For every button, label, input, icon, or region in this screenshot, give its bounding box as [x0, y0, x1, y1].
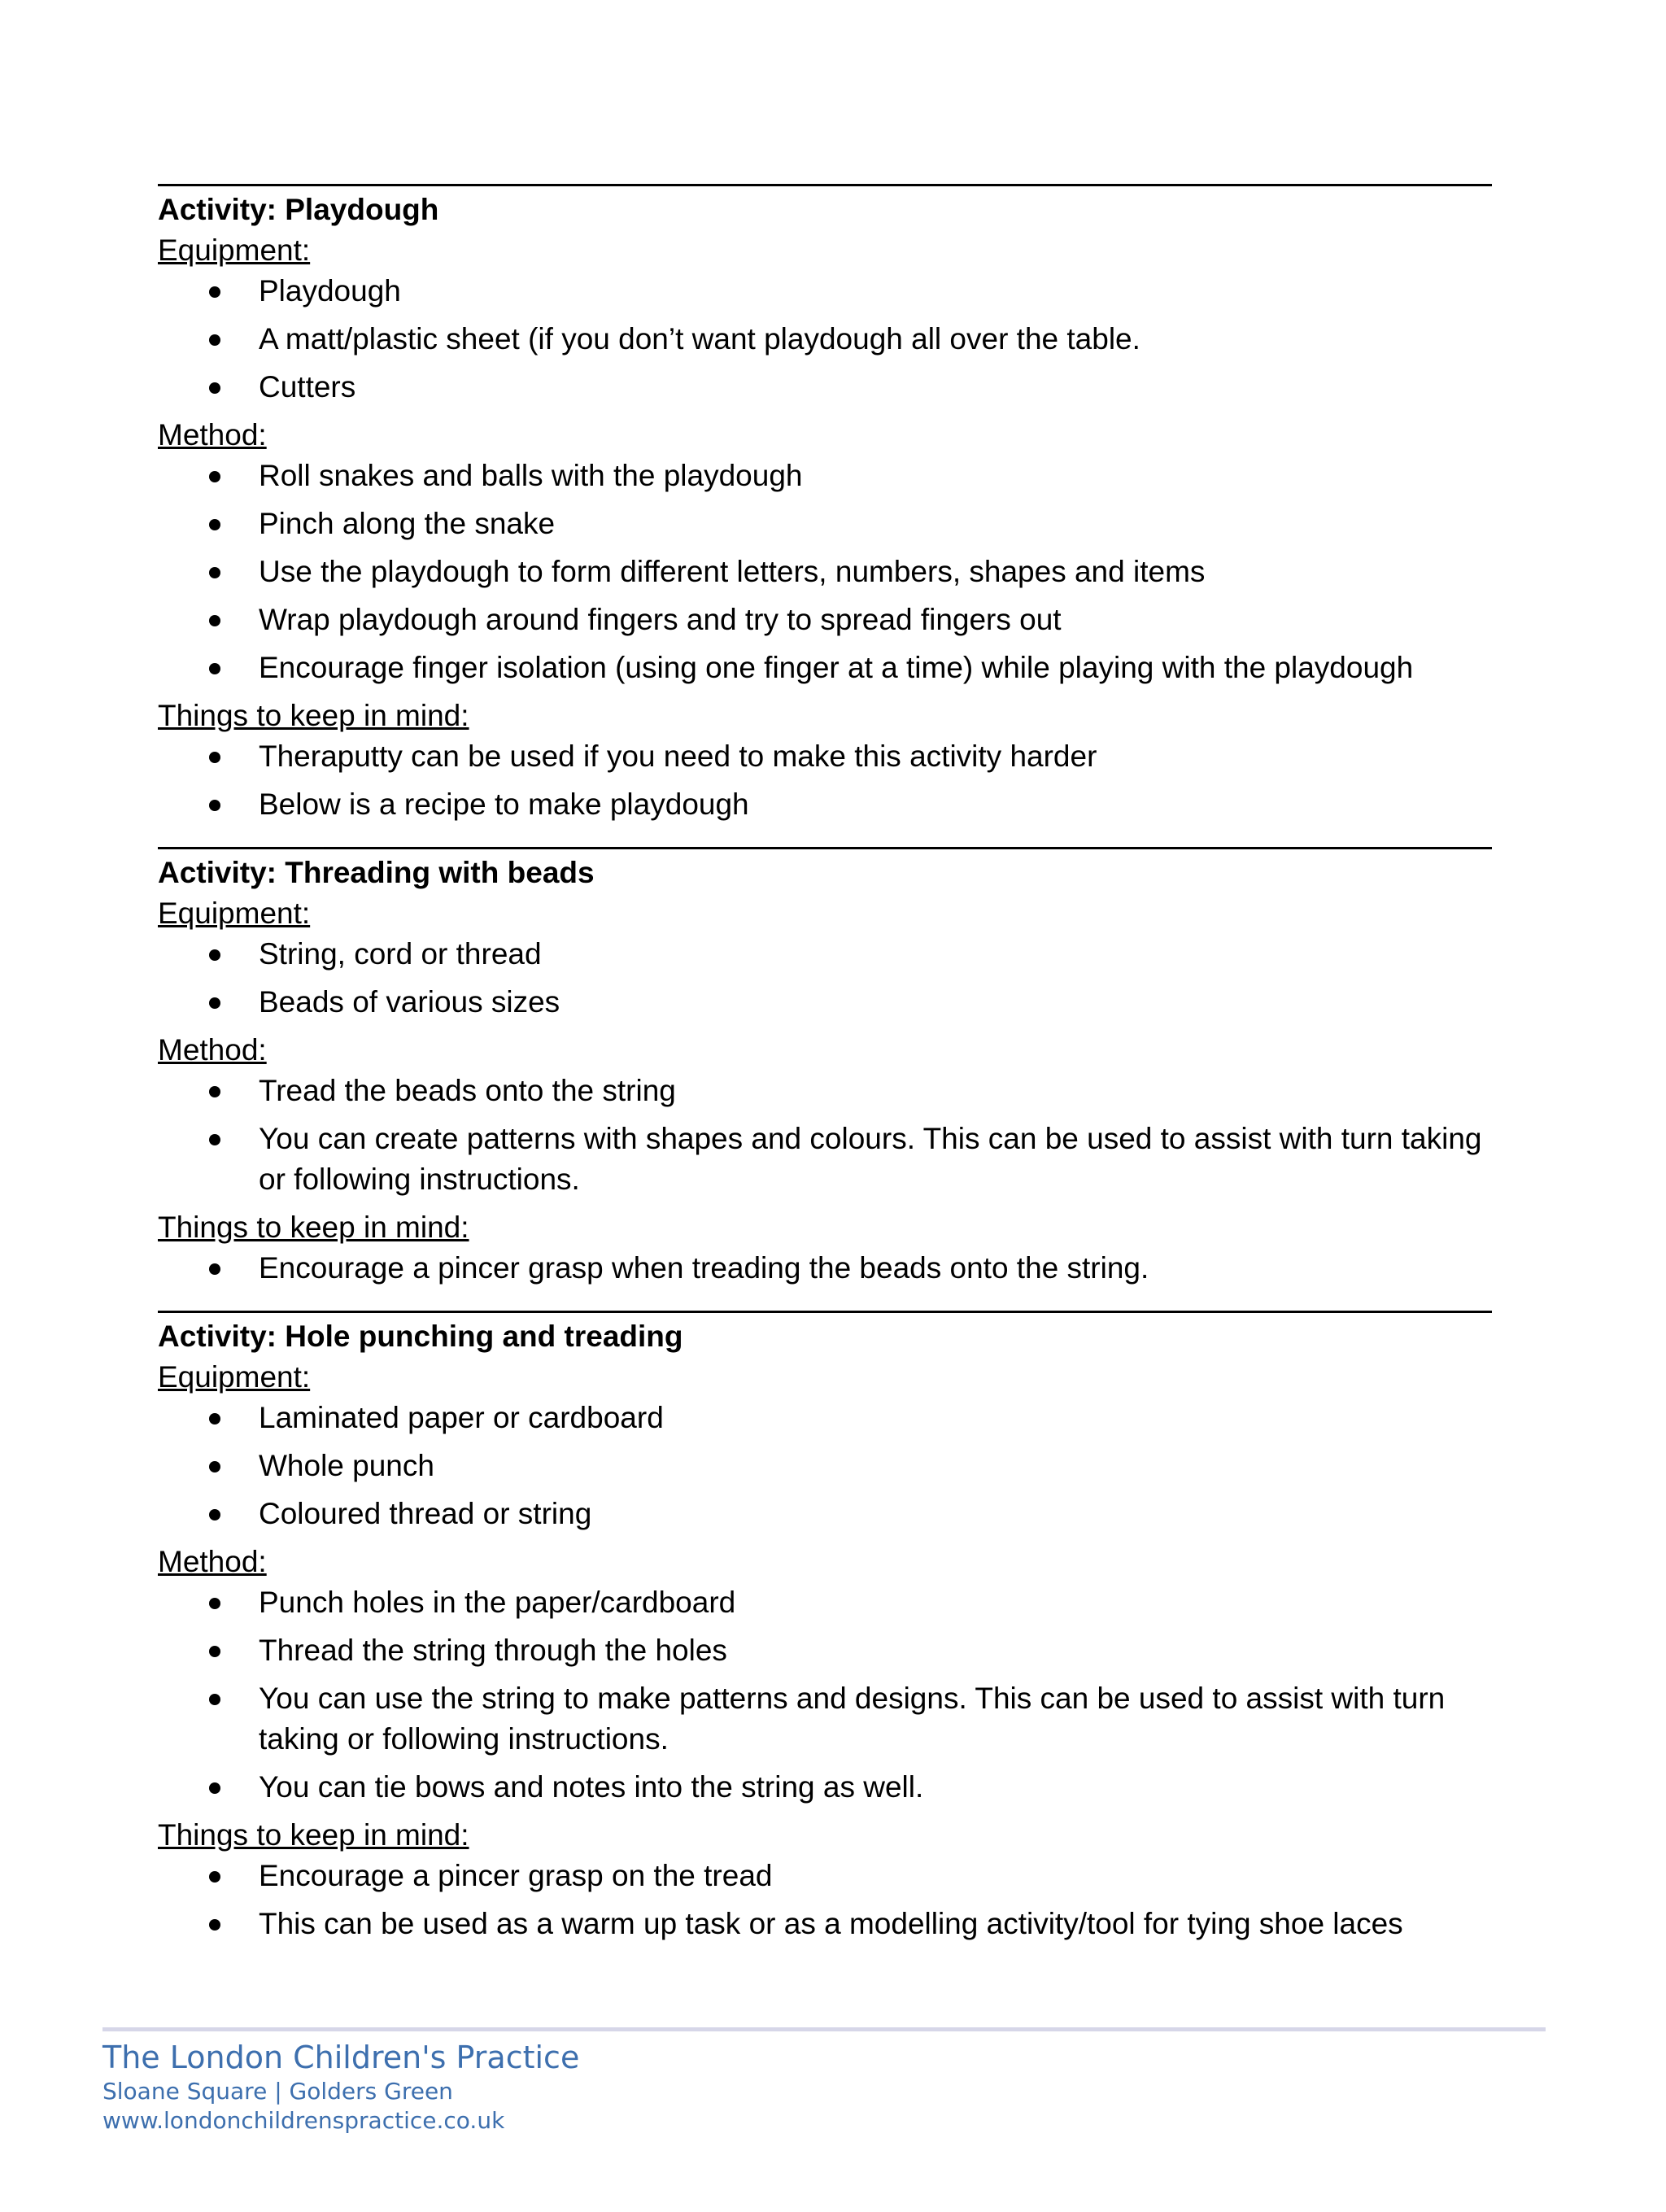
list-item: Pinch along the snake: [158, 504, 1500, 544]
list-item: Thread the string through the holes: [158, 1630, 1500, 1671]
method-heading: Method:: [158, 418, 267, 452]
things-to-keep-in-mind-list: [158, 1248, 1500, 1289]
footer-locations: Sloane Square | Golders Green: [102, 2078, 453, 2105]
footer-divider: [102, 2027, 1546, 2031]
list-item: Roll snakes and balls with the playdough: [158, 456, 1500, 496]
list-item: Playdough: [158, 271, 1500, 312]
activity-title: Activity: Playdough: [158, 193, 439, 226]
footer: [102, 2027, 1546, 2136]
list-item: Encourage finger isolation (using one finger at a time) while playing with the playdough: [158, 648, 1500, 688]
list-item: Laminated paper or cardboard: [158, 1398, 1500, 1438]
list-item: This can be used as a warm up task or as a modelling activity/tool for tying shoe laces: [158, 1904, 1500, 1944]
equipment-list: [158, 934, 1500, 1023]
method-list: [158, 456, 1500, 688]
footer-practice-name: The London Children's Practice: [102, 2040, 580, 2075]
list-item: Cutters: [158, 367, 1500, 408]
list-item: Theraputty can be used if you need to make this activity harder: [158, 736, 1500, 777]
list-item: You can tie bows and notes into the string as well.: [158, 1767, 1500, 1808]
list-item: String, cord or thread: [158, 934, 1500, 975]
activity-section: [158, 1316, 1500, 1944]
footer-website[interactable]: www.londonchildrenspractice.co.uk: [102, 2107, 505, 2134]
equipment-heading: Equipment:: [158, 233, 311, 267]
method-heading: Method:: [158, 1033, 267, 1067]
list-item: Beads of various sizes: [158, 982, 1500, 1023]
equipment-heading: Equipment:: [158, 1360, 311, 1394]
method-list: [158, 1582, 1500, 1808]
activity-section: [158, 853, 1500, 1289]
things-to-keep-in-mind-list: [158, 1856, 1500, 1944]
method-list: [158, 1071, 1500, 1200]
section-divider: [158, 847, 1492, 849]
method-heading: Method:: [158, 1545, 267, 1578]
section-divider: [158, 1311, 1492, 1313]
things-to-keep-in-mind-heading: Things to keep in mind:: [158, 699, 469, 732]
list-item: Below is a recipe to make playdough: [158, 784, 1500, 825]
list-item: Coloured thread or string: [158, 1494, 1500, 1534]
section-divider: [158, 184, 1492, 186]
activity-section: [158, 190, 1500, 825]
list-item: Whole punch: [158, 1446, 1500, 1486]
things-to-keep-in-mind-heading: Things to keep in mind:: [158, 1818, 469, 1852]
list-item: You can use the string to make patterns and designs. This can be used to assist with turn taking or following instructions.: [158, 1678, 1500, 1760]
list-item: Punch holes in the paper/cardboard: [158, 1582, 1500, 1623]
list-item: Tread the beads onto the string: [158, 1071, 1500, 1111]
equipment-heading: Equipment:: [158, 897, 311, 930]
activities-content: [158, 184, 1500, 1952]
things-to-keep-in-mind-list: [158, 736, 1500, 825]
list-item: Wrap playdough around fingers and try to spread fingers out: [158, 600, 1500, 640]
equipment-list: [158, 1398, 1500, 1534]
activity-title: Activity: Hole punching and treading: [158, 1320, 683, 1353]
list-item: Use the playdough to form different letters, numbers, shapes and items: [158, 552, 1500, 592]
activity-title: Activity: Threading with beads: [158, 856, 595, 889]
things-to-keep-in-mind-heading: Things to keep in mind:: [158, 1211, 469, 1244]
equipment-list: [158, 271, 1500, 408]
list-item: Encourage a pincer grasp on the tread: [158, 1856, 1500, 1896]
list-item: Encourage a pincer grasp when treading the beads onto the string.: [158, 1248, 1500, 1289]
list-item: You can create patterns with shapes and colours. This can be used to assist with turn taking or following instructions.: [158, 1119, 1500, 1200]
list-item: A matt/plastic sheet (if you don’t want playdough all over the table.: [158, 319, 1500, 360]
